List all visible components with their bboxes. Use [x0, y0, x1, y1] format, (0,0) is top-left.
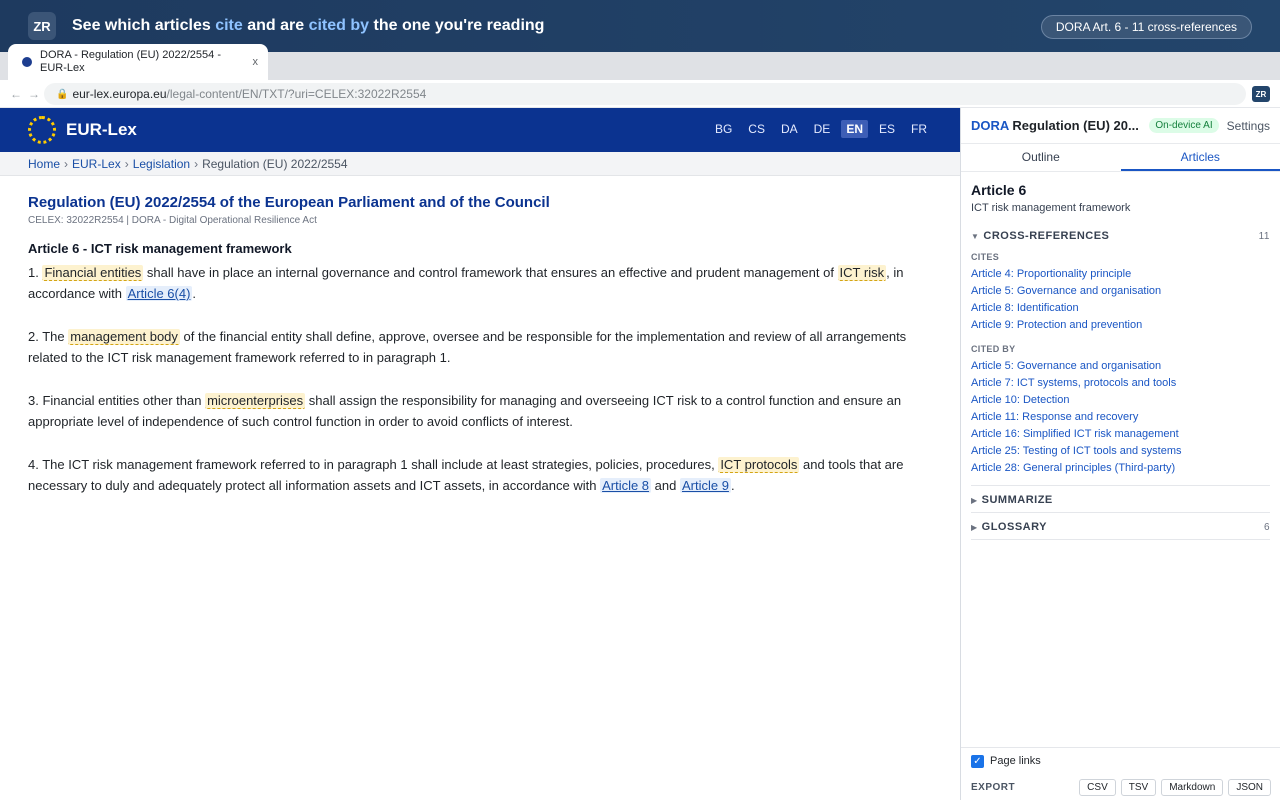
panel-header [961, 108, 1280, 144]
paragraph-2: 2. The management body of the financial entity shall define, approve, oversee and be responsible for the implementation and review of all arrangements related to the ICT risk management framework referred to in paragraph 1. [28, 329, 907, 365]
export-label: EXPORT [971, 781, 1016, 793]
crossrefs-count: 11 [1258, 230, 1270, 242]
panel-title: DORA Regulation (EU) 20... [971, 118, 1139, 133]
favicon-icon [22, 57, 32, 67]
lang-de[interactable]: DE [813, 122, 831, 136]
crossrefs-toggle[interactable]: ▼ CROSS-REFERENCES 11 [971, 230, 1270, 242]
caret-down-icon: ▼ [971, 231, 980, 241]
article-ref-link[interactable]: Article 6(4) [127, 286, 191, 301]
document-title: Regulation (EU) 2022/2554 of the European Parliament and of the Council [28, 194, 550, 211]
panel-body [961, 172, 1280, 540]
glossary-count: 6 [1263, 521, 1270, 533]
tab-outline[interactable]: Outline [1021, 150, 1060, 164]
article-heading: Article 6 - ICT risk management framework [28, 241, 292, 256]
cited-by-link[interactable]: Article 28: General principles (Third-party) [971, 462, 1176, 474]
export-tsv-button[interactable]: TSV [1121, 779, 1156, 796]
export-markdown-button[interactable]: Markdown [1161, 779, 1223, 796]
cited-by-link[interactable]: Article 11: Response and recovery [971, 411, 1139, 423]
cited-by-label: CITED BY [971, 344, 1016, 354]
browser-tab[interactable] [8, 44, 268, 80]
breadcrumb: Home › EUR-Lex › Legislation › Regulation (EU) 2022/2554 [0, 152, 960, 176]
export-csv-button[interactable]: CSV [1079, 779, 1116, 796]
eurlex-header [0, 108, 960, 152]
browser-tab-strip [0, 49, 1280, 80]
banner-headline: See which articles cite and are cited by the one you're reading [72, 17, 545, 34]
extension-icon[interactable]: ZR [1252, 86, 1270, 102]
cites-label: CITES [971, 252, 1000, 262]
page-links-checkbox[interactable]: ✓ [971, 755, 984, 768]
lang-en[interactable]: EN [841, 120, 868, 138]
document-body [0, 176, 960, 496]
lang-da[interactable]: DA [780, 122, 798, 136]
summarize-section [971, 494, 1270, 513]
summarize-toggle[interactable]: ▶ SUMMARIZE [971, 494, 1053, 506]
url-input[interactable] [44, 83, 1246, 105]
current-article-title: Article 6 [971, 182, 1027, 198]
glossary-term[interactable]: Financial entities [44, 265, 142, 280]
tab-articles[interactable]: Articles [1121, 144, 1280, 171]
eu-flag-icon [28, 116, 56, 144]
paragraph-1: 1. Financial entities shall have in place an internal governance and control framework that ensures an effective and prudent management of ICT risk , in accordance with Article 6(4) . [28, 265, 904, 301]
page-links-label: Page links [990, 755, 1041, 767]
glossary-toggle[interactable]: ▶ GLOSSARY 6 [971, 521, 1270, 533]
breadcrumb-current: Regulation (EU) 2022/2554 [202, 156, 348, 171]
cites-link[interactable]: Article 5: Governance and organisation [971, 285, 1162, 297]
lang-fr[interactable]: FR [911, 122, 927, 136]
lang-es[interactable]: ES [878, 122, 895, 136]
glossary-term[interactable]: management body [70, 329, 178, 344]
lock-icon: 🔒 [56, 88, 69, 100]
caret-right-icon: ▶ [971, 495, 978, 505]
back-icon[interactable]: ← [10, 86, 22, 101]
url-host: eur-lex.europa.eu [72, 87, 167, 101]
panel-tabs [961, 144, 1280, 172]
article-ref-link[interactable]: Article 8 [602, 478, 650, 493]
site-brand[interactable]: EUR-Lex [66, 120, 137, 139]
breadcrumb-legislation[interactable]: Legislation [132, 156, 191, 171]
on-device-ai-badge: On-device AI [1149, 118, 1218, 133]
cited-by-link[interactable]: Article 10: Detection [971, 394, 1070, 406]
paragraph-4: 4. The ICT risk management framework referred to in paragraph 1 shall include at least strategies, policies, procedures, ICT protocols and tools that are necessary to duly and adequately protect all information assets and ICT assets, in accordance with Article 8 and Article 9 . [28, 457, 904, 493]
crossref-count-pill: DORA Art. 6 - 11 cross-references [1041, 15, 1252, 39]
cites-link[interactable]: Article 8: Identification [971, 302, 1079, 314]
tab-title: DORA - Regulation (EU) 2022/2554 - EUR-Lex [40, 49, 221, 74]
glossary-section [971, 521, 1270, 540]
breadcrumb-home[interactable]: Home [28, 156, 61, 171]
cited-by-link[interactable]: Article 5: Governance and organisation [971, 360, 1162, 372]
language-selector [710, 120, 932, 138]
panel-footer [961, 747, 1280, 800]
export-row [961, 774, 1280, 800]
eurlex-page [0, 108, 960, 800]
paragraph-3: 3. Financial entities other than microenterprises shall assign the responsibility for managing and overseeing ICT risk to a control function and ensure an appropriate level of independence of such control function in order to avoid conflicts of interest. [28, 393, 902, 429]
glossary-term[interactable]: microenterprises [207, 393, 304, 408]
crossrefs-section [971, 230, 1270, 486]
extension-side-panel [960, 108, 1280, 800]
cites-link[interactable]: Article 9: Protection and prevention [971, 319, 1143, 331]
export-json-button[interactable]: JSON [1228, 779, 1271, 796]
address-bar-row [0, 80, 1280, 108]
forward-icon[interactable]: → [28, 86, 40, 101]
glossary-term[interactable]: ICT protocols [720, 457, 798, 472]
url-path: /legal-content/EN/TXT/?uri=CELEX:32022R2554 [166, 87, 427, 101]
current-article-subtitle: ICT risk management framework [971, 202, 1131, 214]
cited-by-link[interactable]: Article 16: Simplified ICT risk management [971, 428, 1179, 440]
cited-by-link[interactable]: Article 7: ICT systems, protocols and tools [971, 377, 1177, 389]
lang-bg[interactable]: BG [714, 122, 733, 136]
article-ref-link[interactable]: Article 9 [681, 478, 729, 493]
cited-by-link[interactable]: Article 25: Testing of ICT tools and systems [971, 445, 1182, 457]
extension-logo: ZR [28, 12, 56, 40]
document-meta: CELEX: 32022R2554 | DORA - Digital Operational Resilience Act [28, 215, 317, 226]
tab-close-icon[interactable]: x [252, 56, 258, 68]
caret-right-icon: ▶ [971, 522, 978, 532]
breadcrumb-eurlex[interactable]: EUR-Lex [72, 156, 121, 171]
settings-button[interactable]: Settings [1226, 118, 1270, 133]
lang-cs[interactable]: CS [748, 122, 765, 136]
glossary-term[interactable]: ICT risk [839, 265, 885, 280]
cites-link[interactable]: Article 4: Proportionality principle [971, 268, 1132, 280]
page-links-row [961, 748, 1280, 774]
